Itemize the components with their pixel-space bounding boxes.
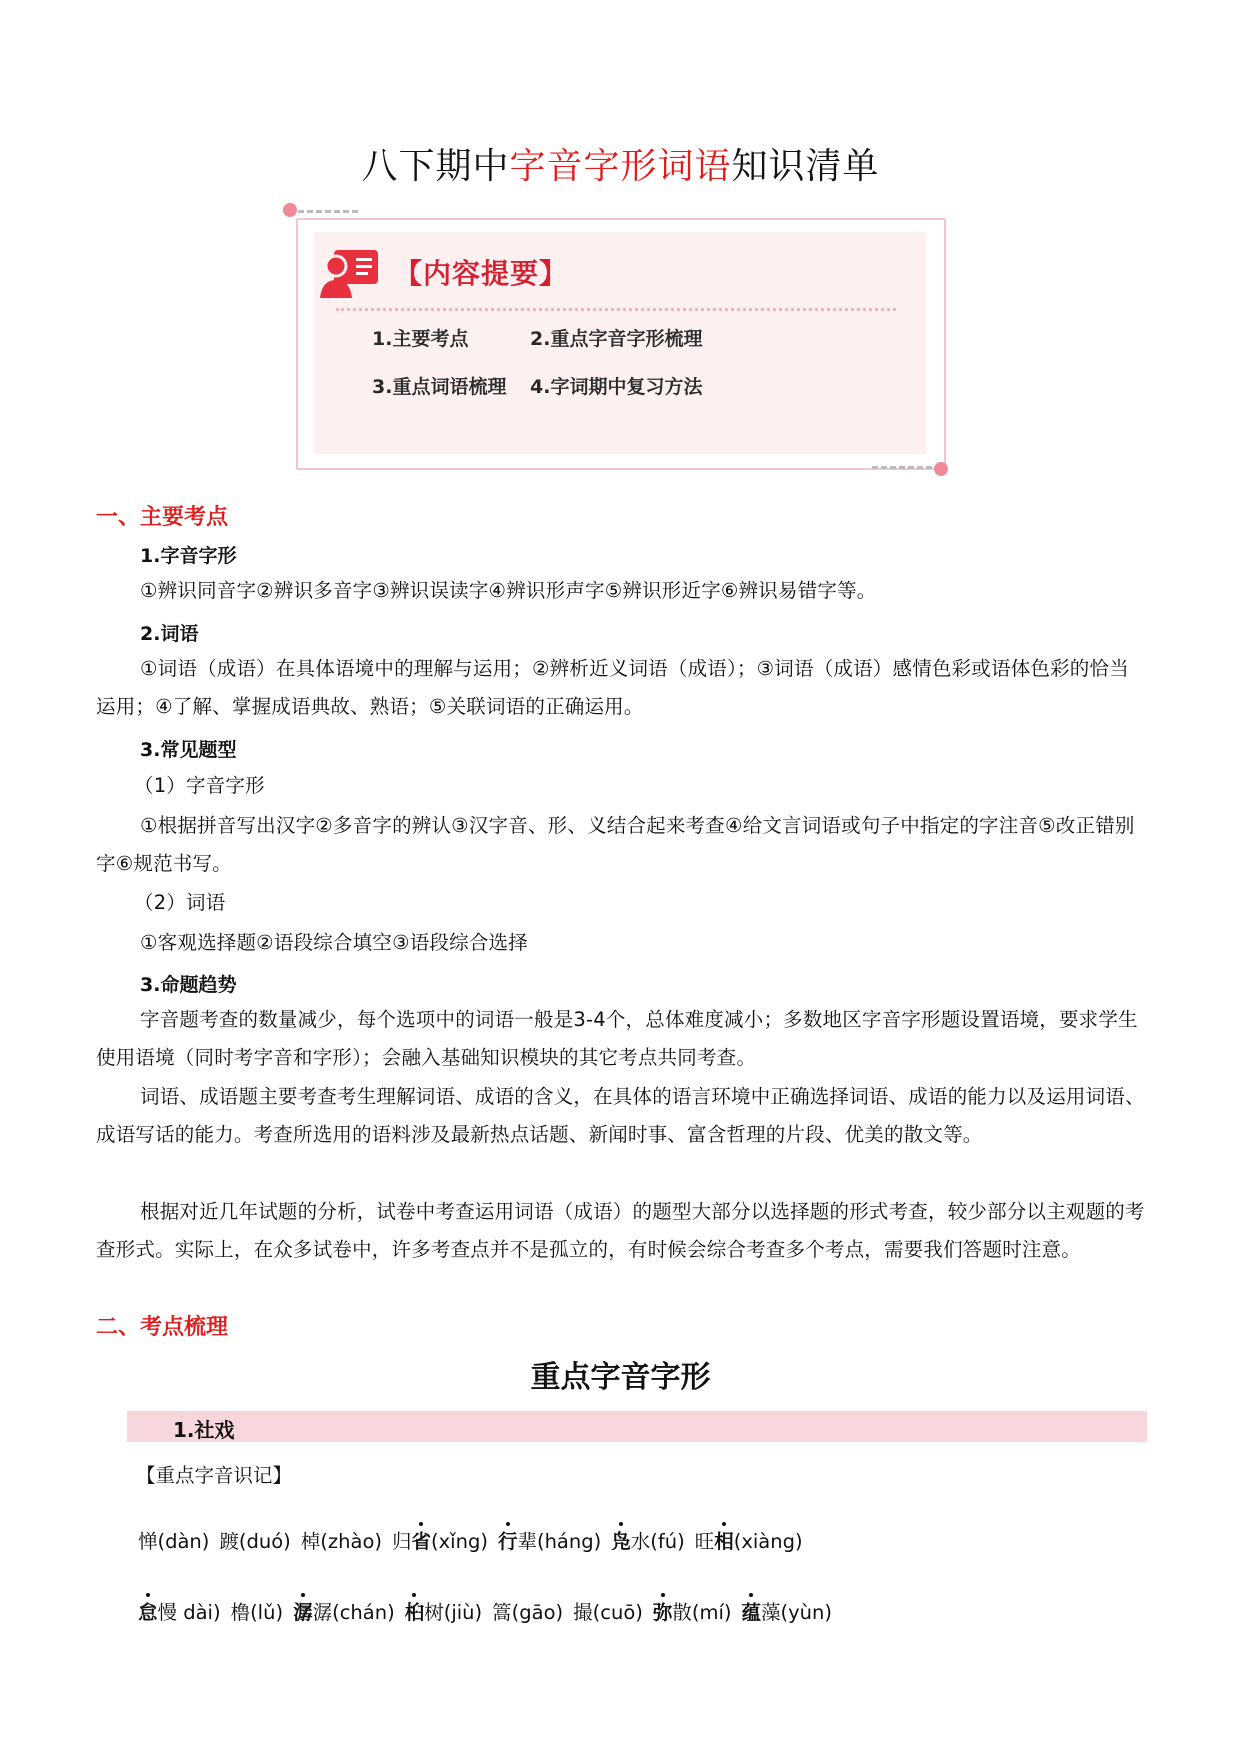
- summary-dot-top: [283, 203, 297, 217]
- pinyin-entry: 行辈(háng): [497, 1530, 602, 1553]
- paragraph: ①客观选择题②语段综合填空③语段综合选择: [140, 931, 528, 954]
- pinyin-entry: 归省(xǐng): [392, 1530, 488, 1553]
- lesson-label: 1.社戏: [173, 1418, 235, 1442]
- summary-dash-top: [298, 210, 358, 213]
- summary-item-4: 4.字词期中复习方法: [530, 376, 703, 398]
- emphasized-char: 省: [411, 1530, 432, 1553]
- paragraph: （2）词语: [134, 891, 226, 914]
- subheading: 3.常见题型: [140, 739, 237, 761]
- presenter-icon: [316, 244, 386, 300]
- emphasized-char: 怠: [138, 1601, 158, 1624]
- title-suffix: 知识清单: [731, 146, 880, 187]
- pinyin-entry: 弥散(mí): [652, 1601, 732, 1624]
- pinyin-entry: 撮(cuō): [573, 1601, 643, 1624]
- pinyin-entry: 旺相(xiàng): [694, 1530, 803, 1553]
- pinyin-entry: 惮(dàn): [138, 1530, 210, 1553]
- paragraph: 根据对近几年试题的分析，试卷中考查运用词语（成语）的题型大部分以选择题的形式考查，较少部分以主观题的考查形式。实际上，在众多试卷中，许多考查点并不是孤立的，有时候会综合考查多个考点，需要我们答题时注意。: [96, 1200, 1145, 1261]
- pinyin-entry: 蕴藻(yùn): [741, 1601, 833, 1624]
- emphasized-char: 蕴: [741, 1601, 762, 1624]
- section-heading: 一、主要考点: [96, 505, 229, 530]
- summary-divider: [336, 308, 896, 311]
- pinyin-row: [138, 1597, 842, 1625]
- subheading: 2.词语: [140, 623, 199, 645]
- pinyin-row: [138, 1526, 813, 1554]
- section-center-title: 重点字音字形: [530, 1360, 711, 1395]
- paragraph: 字音题考查的数量减少，每个选项中的词语一般是3-4个，总体难度减小；多数地区字音字形题设置语境，要求学生使用语境（同时考字音和字形）；会融入基础知识模块的其它考点共同考查。: [96, 1008, 1138, 1069]
- subheading: 3.命题趋势: [140, 974, 237, 996]
- paragraph: ①词语（成语）在具体语境中的理解与运用；②辨析近义词语（成语）；③词语（成语）感情色彩或语体色彩的恰当运用；④了解、掌握成语典故、熟语；⑤关联词语的正确运用。: [96, 657, 1129, 718]
- emphasized-char: 桕: [404, 1601, 425, 1624]
- paragraph: ①根据拼音写出汉字②多音字的辨认③汉字音、形、义结合起来考查④给文言词语或句子中指定的字注音⑤改正错别字⑥规范书写。: [96, 814, 1135, 875]
- emphasized-char: 弥: [652, 1601, 673, 1624]
- emphasized-char: 相: [714, 1530, 734, 1553]
- summary-item-3: 3.重点词语梳理: [372, 376, 507, 398]
- pinyin-entry: 凫水(fú): [611, 1530, 685, 1553]
- document-title: [0, 138, 1241, 189]
- title-highlight: 字音字形词语: [509, 146, 732, 187]
- pinyin-entry: 篙(gāo): [492, 1601, 564, 1624]
- section-heading: 二、考点梳理: [96, 1315, 229, 1340]
- paragraph: 词语、成语题主要考查考生理解词语、成语的含义，在具体的语言环境中正确选择词语、成语的能力以及运用词语、成语写话的能力。考查所选用的语料涉及最新热点话题、新闻时事、富含哲理的片段、优美的散文等。: [96, 1085, 1145, 1146]
- pinyin-entry: 棹(zhào): [300, 1530, 382, 1553]
- emphasized-char: 凫: [611, 1530, 631, 1553]
- emphasized-char: 行: [497, 1530, 518, 1553]
- summary-dot-bottom: [934, 462, 948, 476]
- summary-heading: 【内容提要】: [394, 257, 569, 290]
- emphasized-char: 潺: [293, 1601, 313, 1624]
- title-prefix: 八下期中: [361, 146, 510, 187]
- pinyin-entry: 桕树(jiù): [404, 1601, 483, 1624]
- summary-item-1: 1.主要考点: [372, 328, 469, 350]
- summary-item-2: 2.重点字音字形梳理: [530, 328, 703, 350]
- subheading: 1.字音字形: [140, 545, 237, 567]
- pinyin-entry: 怠慢 dài): [138, 1601, 221, 1624]
- bracket-heading: 【重点字音识记】: [136, 1464, 293, 1487]
- summary-panel: [314, 232, 926, 454]
- pinyin-entry: 踱(duó): [219, 1530, 291, 1553]
- paragraph: （1）字音字形: [134, 774, 265, 797]
- pinyin-entry: 橹(lǔ): [230, 1601, 284, 1624]
- paragraph: ①辨识同音字②辨识多音字③辨识误读字④辨识形声字⑤辨识形近字⑥辨识易错字等。: [140, 579, 877, 602]
- pinyin-entry: 潺潺(chán): [293, 1601, 395, 1624]
- summary-box: [290, 210, 950, 475]
- lesson-band: [127, 1411, 1147, 1442]
- summary-dash-bottom: [872, 466, 932, 469]
